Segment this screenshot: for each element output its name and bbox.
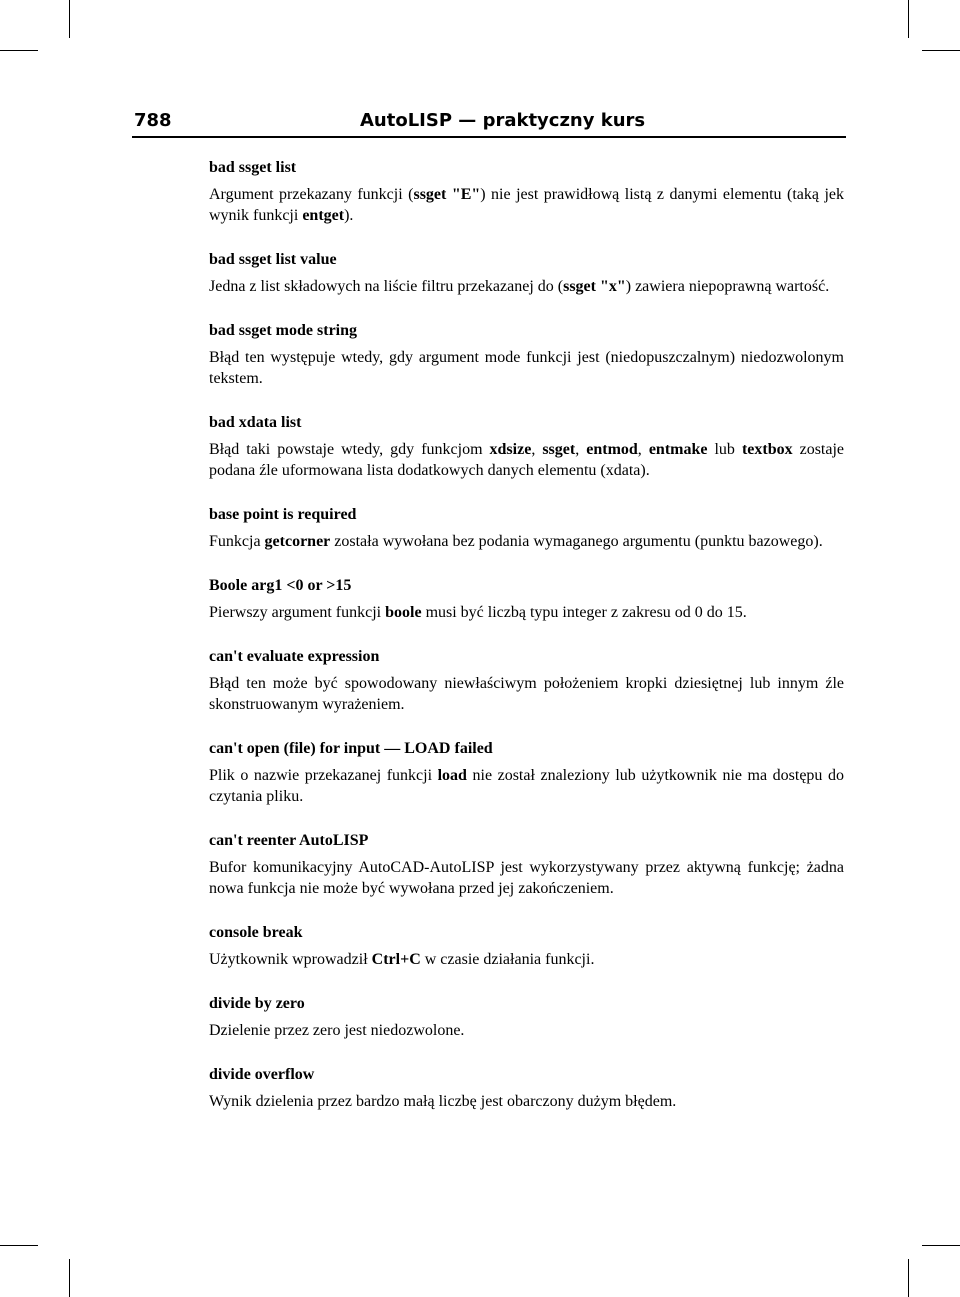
error-term: bad xdata list [209, 414, 302, 431]
error-entry [209, 739, 844, 807]
description-text: w czasie działania funkcji. [420, 951, 595, 968]
error-description [209, 949, 844, 970]
error-entry [209, 505, 844, 552]
crop-mark-bottom-left [69, 1259, 70, 1297]
error-description [209, 531, 844, 552]
error-description [209, 602, 844, 623]
description-text: Pierwszy argument funkcji [209, 604, 386, 621]
description-text: Funkcja [209, 533, 265, 550]
error-description [209, 673, 844, 715]
error-entry [209, 158, 844, 226]
crop-mark-bottom-left-h [0, 1245, 38, 1246]
error-description [209, 857, 844, 899]
description-text: lub [707, 441, 742, 458]
page-number: 788 [134, 110, 172, 131]
error-term: can't open (file) for input — LOAD failed [209, 740, 493, 757]
description-text: , [637, 441, 649, 458]
error-description [209, 1091, 844, 1112]
crop-mark-bottom-right [908, 1259, 909, 1297]
description-text: Dzielenie przez zero jest niedozwolone. [209, 1022, 465, 1039]
description-text: Jedna z list składowych na liście filtru przekazanej do ( [209, 278, 564, 295]
error-term: can't reenter AutoLISP [209, 832, 369, 849]
keyword: ssget [542, 441, 576, 458]
keyword: Ctrl+C [371, 951, 421, 968]
error-entry [209, 250, 844, 297]
description-text: Błąd ten występuje wtedy, gdy argument mode funkcji jest (niedopuszczalnym) niedozwolonym tekstem. [209, 349, 844, 387]
description-text: ). [344, 207, 354, 224]
error-term: divide overflow [209, 1066, 315, 1083]
error-description [209, 439, 844, 481]
error-description [209, 184, 844, 226]
description-text: Plik o nazwie przekazanej funkcji [209, 767, 438, 784]
description-text: Błąd taki powstaje wtedy, gdy funkcjom [209, 441, 490, 458]
error-message-list [209, 158, 844, 1136]
keyword: ssget "x" [563, 278, 626, 295]
keyword: entmod [586, 441, 638, 458]
description-text: ) zawiera niepoprawną wartość. [625, 278, 830, 295]
description-text: nie został znaleziony lub użytkownik nie ma dostępu do czytania pliku. [209, 767, 844, 805]
running-title: AutoLISP — praktyczny kurs [360, 110, 646, 131]
error-entry [209, 923, 844, 970]
description-text: Bufor komunikacyjny AutoCAD-AutoLISP jest wykorzystywany przez aktywną funkcję; żadna nowa funkcja nie może być wywołana przed jej zakończeniem. [209, 859, 844, 897]
error-term: Boole arg1 <0 or >15 [209, 577, 352, 594]
description-text: zostaje podana źle uformowana lista dodatkowych danych elementu (xdata). [209, 441, 845, 479]
page-header [132, 108, 846, 138]
error-entry [209, 413, 844, 481]
description-text: Błąd ten może być spowodowany niewłaściwym położeniem kropki dziesiętnej lub innym źle skonstruowanym wyrażeniem. [209, 675, 844, 713]
keyword: textbox [741, 441, 793, 458]
error-term: can't evaluate expression [209, 648, 380, 665]
error-entry [209, 647, 844, 715]
error-term: console break [209, 924, 303, 941]
error-term: base point is required [209, 506, 357, 523]
description-text: musi być liczbą typu integer z zakresu od 0 do 15. [421, 604, 747, 621]
error-entry [209, 1065, 844, 1112]
crop-mark-top-left-h [0, 50, 38, 51]
keyword: boole [385, 604, 422, 621]
description-text: została wywołana bez podania wymaganego argumentu (punktu bazowego). [330, 533, 823, 550]
crop-mark-top-right [908, 0, 909, 38]
error-term: bad ssget mode string [209, 322, 358, 339]
error-description [209, 347, 844, 389]
description-text: Użytkownik wprowadził [209, 951, 372, 968]
keyword: xdsize [489, 441, 532, 458]
error-description [209, 276, 844, 297]
description-text: , [575, 441, 587, 458]
description-text: ) nie jest prawidłową listą z danymi elementu (taką jek wynik funkcji [209, 186, 844, 224]
keyword: entget [302, 207, 345, 224]
crop-mark-top-left [69, 0, 70, 38]
error-term: bad ssget list value [209, 251, 337, 268]
crop-mark-top-right-h [922, 50, 960, 51]
error-description [209, 1020, 844, 1041]
error-entry [209, 994, 844, 1041]
description-text: Argument przekazany funkcji ( [209, 186, 414, 203]
error-term: bad ssget list [209, 159, 297, 176]
description-text: , [531, 441, 543, 458]
keyword: load [437, 767, 467, 784]
keyword: ssget "E" [413, 186, 481, 203]
keyword: getcorner [264, 533, 331, 550]
description-text: Wynik dzielenia przez bardzo małą liczbę jest obarczony dużym błędem. [209, 1093, 677, 1110]
error-entry [209, 321, 844, 389]
error-term: divide by zero [209, 995, 305, 1012]
keyword: entmake [648, 441, 708, 458]
crop-mark-bottom-right-h [922, 1245, 960, 1246]
error-description [209, 765, 844, 807]
error-entry [209, 831, 844, 899]
error-entry [209, 576, 844, 623]
